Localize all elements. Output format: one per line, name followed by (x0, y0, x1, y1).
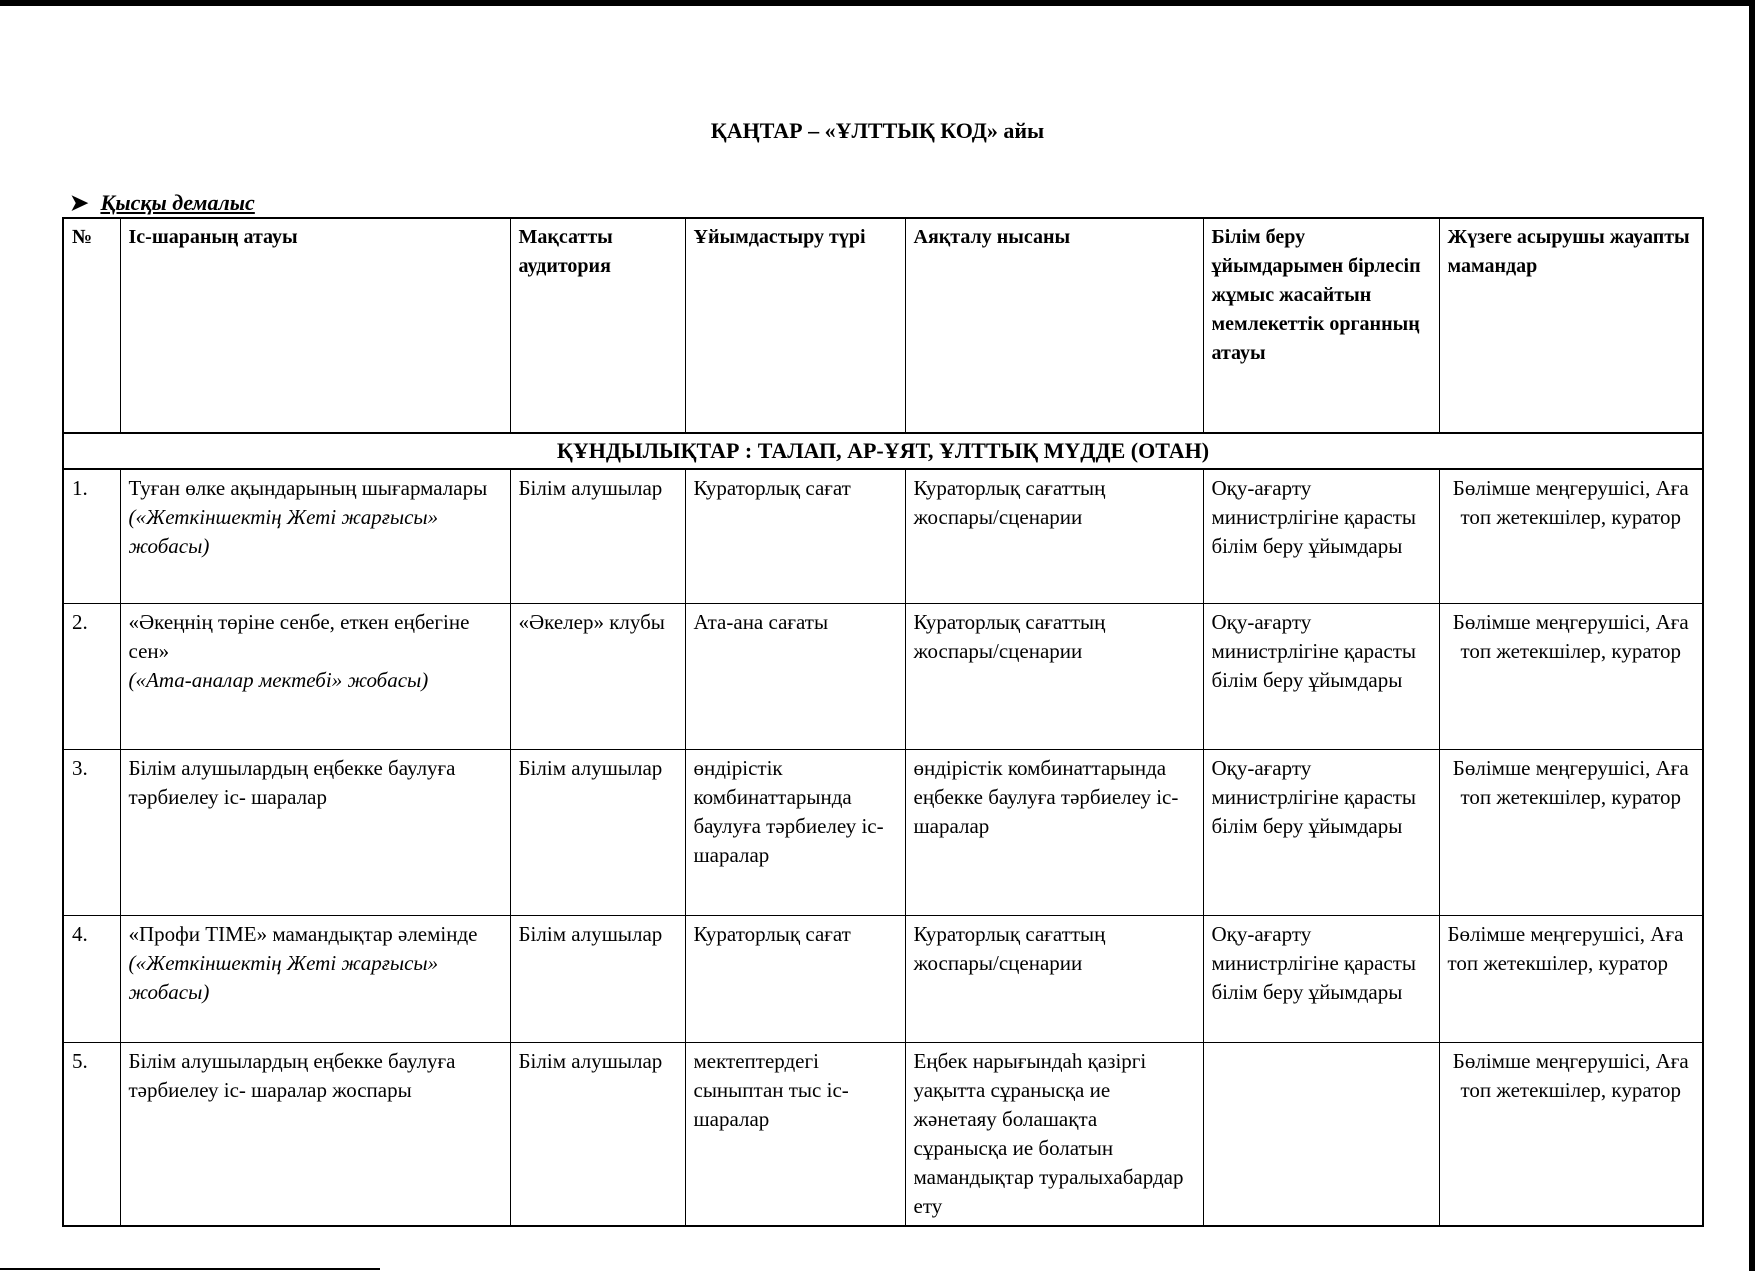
audience: Білім алушылар (510, 1042, 685, 1226)
result-form: Еңбек нарығындаһ қазіргі уақытта сұранысқа ие жәнетаяу болашақта сұранысқа ие болатын мамандықтар туралыхабардар ету (905, 1042, 1203, 1226)
table-row (63, 603, 1703, 749)
state-body: Оқу-ағарту министрлігіне қарасты білім беру ұйымдары (1203, 603, 1439, 749)
header-responsible: Жүзеге асырушы жауапты мамандар (1439, 218, 1703, 433)
result-form: Кураторлық сағаттың жоспары/сценарии (905, 469, 1203, 603)
result-form: өндірістік комбинаттарында еңбекке баулуға тәрбиелеу іс-шаралар (905, 749, 1203, 915)
row-number: 3. (63, 749, 120, 915)
event-title: Білім алушылардың еңбекке баулуға тәрбиелеу іс- шаралар жоспары (128, 1048, 456, 1102)
event-title: «Әкеңнің төріне сенбе, еткен еңбегіне сен» (128, 609, 470, 663)
responsible: Бөлімше меңгерушісі, Аға топ жетекшілер, куратор (1439, 749, 1703, 915)
events-table (62, 217, 1704, 1227)
event-name (120, 749, 510, 915)
event-project: («Жеткіншектің Жеті жарғысы» жобасы) (128, 505, 439, 558)
state-body: Оқу-ағарту министрлігіне қарасты білім беру ұйымдары (1203, 469, 1439, 603)
organization-form: мектептердегі сыныптан тыс іс-шаралар (685, 1042, 905, 1226)
state-body (1203, 1042, 1439, 1226)
organization-form: Кураторлық сағат (685, 469, 905, 603)
header-form: Ұйымдастыру түрі (685, 218, 905, 433)
audience: Білім алушылар (510, 749, 685, 915)
state-body: Оқу-ағарту министрлігіне қарасты білім беру ұйымдары (1203, 915, 1439, 1042)
row-number: 1. (63, 469, 120, 603)
header-state-body: Білім беру ұйымдарымен бірлесіп жұмыс жасайтын мемлекеттік органның атауы (1203, 218, 1439, 433)
responsible: Бөлімше меңгерушісі, Аға топ жетекшілер, куратор (1439, 1042, 1703, 1226)
responsible: Бөлімше меңгерушісі, Аға топ жетекшілер, куратор (1439, 469, 1703, 603)
header-audience: Мақсатты аудитория (510, 218, 685, 433)
organization-form: Кураторлық сағат (685, 915, 905, 1042)
organization-form: өндірістік комбинаттарында баулуға тәрбиелеу іс-шаралар (685, 749, 905, 915)
table-row (63, 749, 1703, 915)
event-project: («Ата-аналар мектебі» жобасы) (128, 667, 429, 692)
header-row (63, 218, 1703, 433)
organization-form: Ата-ана сағаты (685, 603, 905, 749)
table-row (63, 1042, 1703, 1226)
event-name (120, 915, 510, 1042)
result-form: Кураторлық сағаттың жоспары/сценарии (905, 603, 1203, 749)
scan-border-top (0, 0, 1755, 6)
arrowhead-bullet-icon: ➤ (70, 190, 89, 215)
responsible: Бөлімше меңгерушісі, Аға топ жетекшілер, куратор (1439, 915, 1703, 1042)
scan-border-right (1749, 0, 1755, 1271)
responsible: Бөлімше меңгерушісі, Аға топ жетекшілер, куратор (1439, 603, 1703, 749)
row-number: 5. (63, 1042, 120, 1226)
audience: Білім алушылар (510, 469, 685, 603)
table-row (63, 469, 1703, 603)
page-title: ҚАҢТАР – «ҰЛТТЫҚ КОД» айы (710, 118, 1045, 143)
footnote-rule (0, 1268, 380, 1270)
event-title: «Профи TIME» мамандықтар әлемінде (128, 921, 478, 946)
audience: Білім алушылар (510, 915, 685, 1042)
row-number: 4. (63, 915, 120, 1042)
event-project: («Жеткіншектің Жеті жарғысы» жобасы) (128, 950, 439, 1004)
header-number: № (63, 218, 120, 433)
row-number: 2. (63, 603, 120, 749)
audience: «Әкелер» клубы (510, 603, 685, 749)
event-title: Білім алушылардың еңбекке баулуға тәрбиелеу іс- шаралар (128, 755, 456, 809)
header-result: Аяқталу нысаны (905, 218, 1203, 433)
values-heading: ҚҰНДЫЛЫҚТАР : ТАЛАП, АР-ҰЯТ, ҰЛТТЫҚ МҮДДЕ (ОТАН) (63, 433, 1703, 469)
table-row (63, 915, 1703, 1042)
state-body: Оқу-ағарту министрлігіне қарасты білім беру ұйымдары (1203, 749, 1439, 915)
values-row (63, 433, 1703, 469)
section-title: Қысқы демалыс (100, 190, 255, 215)
header-event-name: Іс-шараның атауы (120, 218, 510, 433)
event-name (120, 469, 510, 603)
event-name (120, 1042, 510, 1226)
event-name (120, 603, 510, 749)
event-title: Туған өлке ақындарының шығармалары (128, 476, 488, 500)
result-form: Кураторлық сағаттың жоспары/сценарии (905, 915, 1203, 1042)
section-heading (70, 190, 255, 216)
